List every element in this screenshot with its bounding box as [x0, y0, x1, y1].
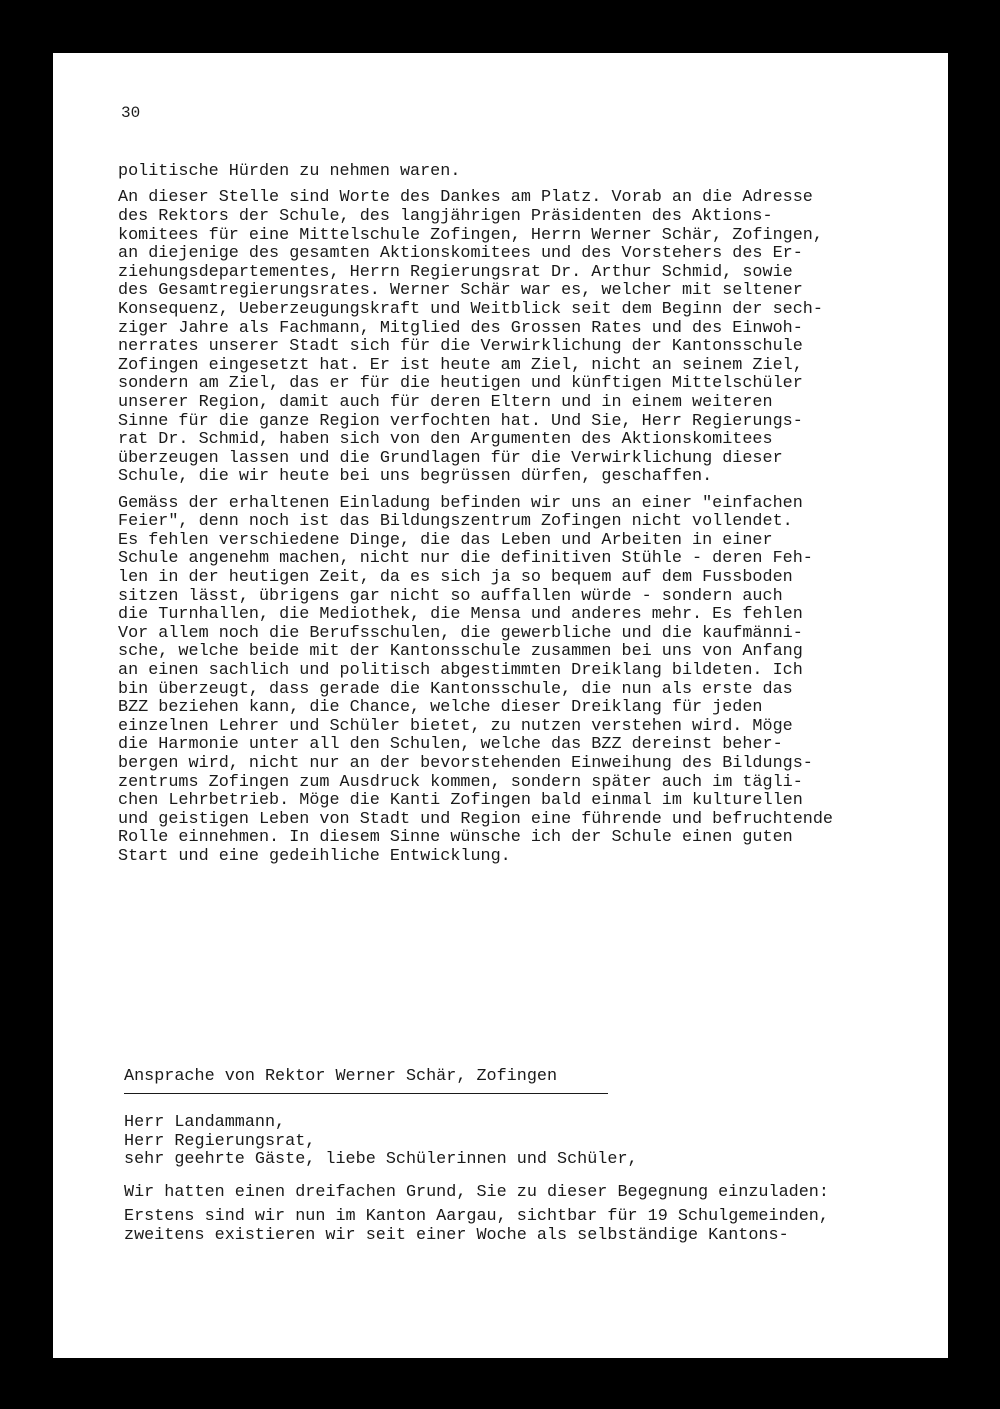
body-text: [118, 163, 933, 867]
text-line: Vor allem noch die Berufsschulen, die gewerbliche und die kaufmänni-: [118, 623, 803, 643]
text-line: unserer Region, damit auch für deren Eltern und in einem weiteren: [118, 392, 773, 412]
text-line: Konsequenz, Ueberzeugungskraft und Weitblick seit dem Beginn der sech-: [118, 299, 823, 319]
text-line: zweitens existieren wir seit einer Woche als selbständige Kantons-: [124, 1225, 789, 1245]
text-line: Zofingen eingesetzt hat. Er ist heute am Ziel, nicht an seinem Ziel,: [118, 355, 803, 375]
text-line: des Gesamtregierungsrates. Werner Schär war es, welcher mit seltener: [118, 281, 803, 301]
text-line: die Harmonie unter all den Schulen, welche das BZZ dereinst beher-: [118, 735, 783, 755]
text-line: und geistigen Leben von Stadt und Region eine führende und befruchtende: [118, 809, 833, 829]
text-line: sche, welche beide mit der Kantonsschule zusammen bei uns von Anfang: [118, 642, 803, 662]
text-line: sondern am Ziel, das er für die heutigen und künftigen Mittelschüler: [118, 374, 803, 394]
text-line: Feier", denn noch ist das Bildungszentrum Zofingen nicht vollendet.: [118, 512, 793, 532]
text-line: an diejenige des gesamten Aktionskomitees und des Vorstehers des Er-: [118, 244, 803, 264]
text-line: Sinne für die ganze Region verfochten hat. Und Sie, Herr Regierungs-: [118, 411, 803, 431]
text-line: len in der heutigen Zeit, da es sich ja so bequem auf dem Fussboden: [118, 568, 793, 588]
text-line: bergen wird, nicht nur an der bevorstehenden Einweihung des Bildungs-: [118, 754, 813, 773]
text-line: Schule angenehm machen, nicht nur die definitiven Stühle - deren Feh-: [118, 549, 813, 569]
text-line: politische Hürden zu nehmen waren.: [118, 162, 461, 181]
text-line: Gemäss der erhaltenen Einladung befinden wir uns an einer "einfachen: [118, 493, 803, 513]
text-line: sitzen lässt, übrigens gar nicht so auffallen würde - sondern auch: [118, 586, 783, 606]
salutation-line: sehr geehrte Gäste, liebe Schülerinnen und Schüler,: [124, 1150, 638, 1170]
text-line: zentrums Zofingen zum Ausdruck kommen, sondern später auch im tägli-: [118, 772, 803, 792]
text-line: einzelnen Lehrer und Schüler bietet, zu nutzen verstehen wird. Möge: [118, 716, 793, 736]
text-line: nerrates unserer Stadt sich für die Verwirklichung der Kantonsschule: [118, 337, 803, 357]
text-line: chen Lehrbetrieb. Möge die Kanti Zofingen bald einmal im kulturellen: [118, 791, 803, 811]
speech-text: [124, 1114, 934, 1246]
document-page: [53, 53, 948, 1358]
salutation-line: Herr Landammann,: [124, 1113, 286, 1132]
text-line: Schule, die wir heute bei uns begrüssen dürfen, geschaffen.: [118, 467, 713, 487]
text-line: bin überzeugt, dass gerade die Kantonsschule, die nun als erste das: [118, 679, 793, 699]
page-number: 30: [121, 104, 141, 122]
text-line: die Turnhallen, die Mediothek, die Mensa und anderes mehr. Es fehlen: [118, 605, 803, 625]
text-line: ziger Jahre als Fachmann, Mitglied des Grossen Rates und des Einwoh-: [118, 318, 803, 338]
text-line: an einen sachlich und politisch abgestimmten Dreiklang bildeten. Ich: [118, 661, 803, 681]
text-line: An dieser Stelle sind Worte des Dankes am Platz. Vorab an die Adresse: [118, 188, 813, 208]
salutation-line: Herr Regierungsrat,: [124, 1131, 316, 1151]
text-line: des Rektors der Schule, des langjährigen Präsidenten des Aktions-: [118, 206, 773, 226]
text-line: Start und eine gedeihliche Entwicklung.: [118, 846, 511, 866]
speech-heading: Ansprache von Rektor Werner Schär, Zofingen: [124, 1067, 608, 1094]
text-line: Erstens sind wir nun im Kanton Aargau, sichtbar für 19 Schulgemeinden,: [124, 1207, 829, 1227]
text-line: Rolle einnehmen. In diesem Sinne wünsche ich der Schule einen guten: [118, 828, 793, 848]
text-line: rat Dr. Schmid, haben sich von den Argumenten des Aktionskomitees: [118, 430, 773, 450]
text-line: BZZ beziehen kann, die Chance, welche dieser Dreiklang für jeden: [118, 698, 763, 718]
text-line: Es fehlen verschiedene Dinge, die das Leben und Arbeiten in einer: [118, 530, 773, 550]
text-line: komitees für eine Mittelschule Zofingen, Herrn Werner Schär, Zofingen,: [118, 225, 823, 245]
text-line: überzeugen lassen und die Grundlagen für die Verwirklichung dieser: [118, 448, 783, 468]
intro-line: Wir hatten einen dreifachen Grund, Sie zu dieser Begegnung einzuladen:: [124, 1182, 829, 1202]
text-line: ziehungsdepartementes, Herrn Regierungsrat Dr. Arthur Schmid, sowie: [118, 262, 793, 282]
